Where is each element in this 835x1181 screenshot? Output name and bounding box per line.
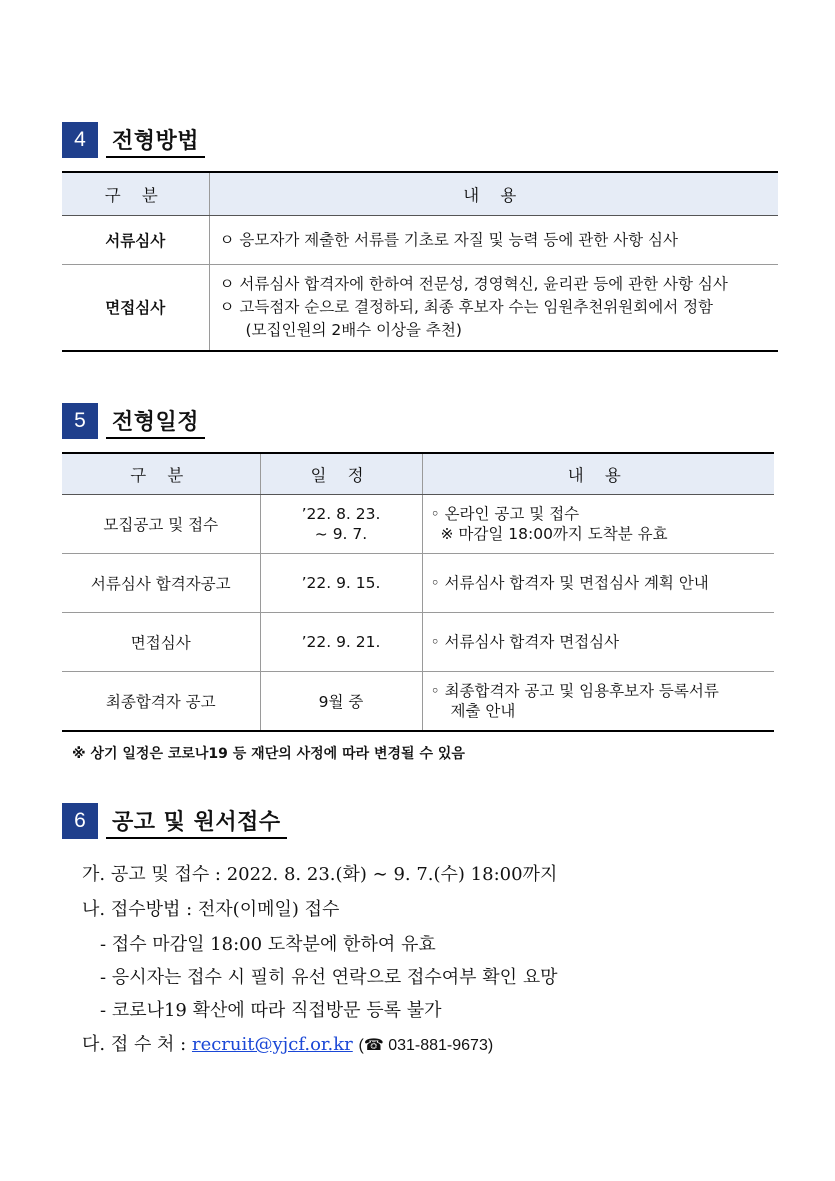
table-row [62, 613, 774, 672]
method-detail: - 접수 마감일 18:00 도착분에 한하여 유효 [100, 934, 436, 955]
row-label: 최종합격자 공고 [62, 672, 260, 732]
date-line: ~ 9. 7. [314, 525, 368, 543]
section-title: 공고 및 원서접수 [106, 803, 287, 839]
section-title: 전형일정 [106, 403, 205, 439]
table-row [62, 216, 778, 265]
row-date: 9월 중 [260, 672, 422, 732]
content-line: ㅇ 서류심사 합격자에 한하여 전문성, 경영혁신, 윤리관 등에 관한 사항 심사 [219, 274, 728, 293]
row-content [422, 495, 774, 554]
row-label: 면접심사 [62, 613, 260, 672]
row-label: 모집공고 및 접수 [62, 495, 260, 554]
row-content [422, 672, 774, 732]
row-label: 서류심사 [62, 216, 209, 265]
selection-method-table [62, 171, 778, 352]
section-4-header [62, 122, 205, 158]
row-label: 서류심사 합격자공고 [62, 554, 260, 613]
section-number: 5 [62, 403, 98, 439]
table-row [62, 495, 774, 554]
schedule-note: ※ 상기 일정은 코로나19 등 재단의 사정에 따라 변경될 수 있음 [72, 746, 465, 762]
row-date: ’22. 9. 15. [260, 554, 422, 613]
phone-number: (☎ 031-881-9673) [358, 1037, 494, 1054]
row-content: ◦ 서류심사 합격자 면접심사 [422, 613, 774, 672]
table-header: 구 분 [62, 172, 209, 216]
table-header: 구 분 [62, 453, 260, 495]
content-line: (모집인원의 2배수 이상을 추천) [245, 320, 462, 339]
section-number: 4 [62, 122, 98, 158]
section-number: 6 [62, 803, 98, 839]
table-header: 일 정 [260, 453, 422, 495]
table-row [62, 265, 778, 351]
table-row [62, 554, 774, 613]
section-5-header [62, 403, 205, 439]
row-content: ◦ 서류심사 합격자 및 면접심사 계획 안내 [422, 554, 774, 613]
method-detail: - 코로나19 확산에 따라 직접방문 등록 불가 [100, 1000, 442, 1021]
contact-label: 다. 접 수 처 : [82, 1034, 187, 1055]
content-line: 제출 안내 [450, 702, 516, 720]
content-line: ◦ 온라인 공고 및 접수 [430, 505, 580, 523]
section-6-header [62, 803, 287, 839]
table-header: 내 용 [209, 172, 778, 216]
selection-schedule-table [62, 452, 774, 732]
section-title: 전형방법 [106, 122, 205, 158]
date-line: ’22. 8. 23. [301, 505, 381, 523]
content-line: ※ 마감일 18:00까지 도착분 유효 [440, 525, 668, 543]
table-row [62, 672, 774, 732]
row-label: 면접심사 [62, 265, 209, 351]
row-content: ㅇ 응모자가 제출한 서류를 기초로 자질 및 능력 등에 관한 사항 심사 [209, 216, 778, 265]
announcement-period: 가. 공고 및 접수 : 2022. 8. 23.(화) ∼ 9. 7.(수) 18:00까지 [82, 864, 558, 885]
table-header: 내 용 [422, 453, 774, 495]
application-method: 나. 접수방법 : 전자(이메일) 접수 [82, 899, 340, 920]
row-date: ’22. 9. 21. [260, 613, 422, 672]
method-detail: - 응시자는 접수 시 필히 유선 연락으로 접수여부 확인 요망 [100, 967, 558, 988]
email-link[interactable]: recruit@yjcf.or.kr [191, 1034, 353, 1055]
content-line: ㅇ 고득점자 순으로 결정하되, 최종 후보자 수는 임원추천위원회에서 정함 [219, 297, 714, 316]
row-date [260, 495, 422, 554]
row-content [209, 265, 778, 351]
content-line: ◦ 최종합격자 공고 및 임용후보자 등록서류 [430, 682, 719, 700]
application-contact [82, 1030, 493, 1056]
